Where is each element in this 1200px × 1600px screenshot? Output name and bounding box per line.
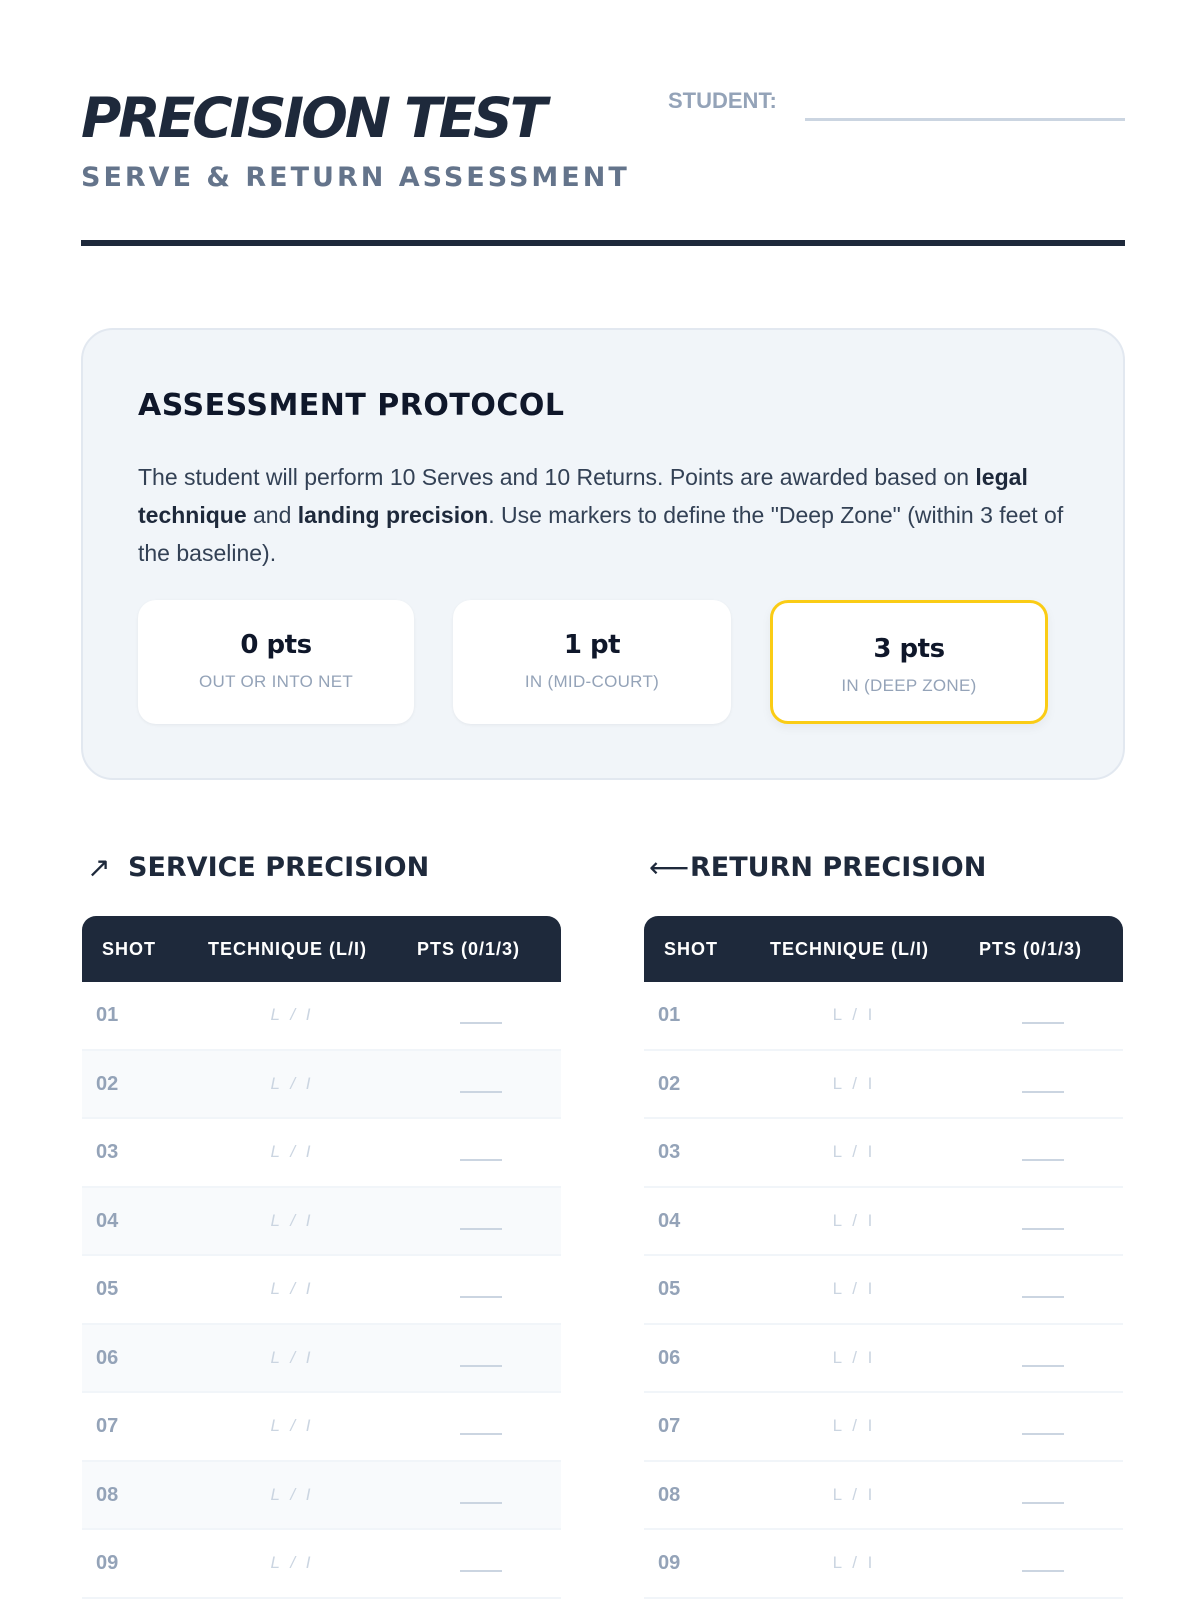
page-header (81, 80, 1125, 193)
arrow-up-right-icon: ↗ (87, 851, 111, 884)
table-header (82, 916, 561, 982)
technique-field[interactable]: L / I (832, 1073, 876, 1093)
score-card-one (453, 600, 731, 724)
shot-number: 06 (96, 1346, 119, 1369)
table-row (82, 1051, 561, 1120)
points-field[interactable] (1022, 1228, 1064, 1230)
protocol-title: ASSESSMENT PROTOCOL (138, 388, 565, 423)
shot-number: 02 (96, 1072, 119, 1095)
score-description: IN (MID-COURT) (524, 672, 660, 691)
points-field[interactable] (1022, 1365, 1064, 1367)
table-row (82, 1393, 561, 1462)
points-field[interactable] (1022, 1502, 1064, 1504)
shot-number: 06 (658, 1346, 681, 1369)
student-name-field[interactable] (805, 118, 1125, 121)
column-shot: SHOT (102, 939, 157, 959)
assessment-protocol-panel (81, 328, 1125, 780)
shot-number: 03 (96, 1141, 119, 1163)
score-points: 0 pts (240, 630, 312, 660)
points-field[interactable] (460, 1502, 502, 1504)
protocol-bold-technique: legal technique (138, 464, 1028, 528)
score-card-zero (138, 600, 414, 724)
table-row (644, 1188, 1123, 1257)
points-field[interactable] (1022, 1570, 1064, 1572)
service-table (82, 916, 561, 1599)
table-row (82, 1188, 561, 1257)
technique-field[interactable]: L / I (270, 1347, 314, 1367)
table-row (82, 1462, 561, 1531)
return-table (644, 916, 1123, 1599)
technique-field[interactable]: L / I (832, 1484, 876, 1504)
page-title: PRECISION TEST (81, 86, 545, 150)
points-field[interactable] (460, 1022, 502, 1024)
table-row (644, 1325, 1123, 1394)
score-description: OUT OR INTO NET (198, 672, 354, 691)
table-row (644, 1256, 1123, 1325)
score-points: 3 pts (873, 634, 945, 664)
table-row (644, 1462, 1123, 1531)
shot-number: 08 (96, 1483, 119, 1506)
table-row (644, 982, 1123, 1051)
technique-field[interactable]: L / I (832, 1347, 876, 1367)
shot-number: 09 (658, 1552, 681, 1574)
shot-number: 01 (96, 1004, 119, 1026)
table-row (82, 1256, 561, 1325)
technique-field[interactable]: L / I (832, 1553, 876, 1572)
return-section-title: RETURN PRECISION (690, 852, 987, 883)
column-points: PTS (0/1/3) (417, 939, 521, 959)
shot-number: 09 (96, 1552, 119, 1574)
score-card-three (770, 600, 1048, 724)
points-field[interactable] (460, 1570, 502, 1572)
technique-field[interactable]: L / I (270, 1073, 314, 1093)
column-technique: TECHNIQUE (L/I) (208, 939, 367, 959)
protocol-text-1: The student will perform 10 Serves and 10 Returns. Points are awarded based on (138, 464, 976, 490)
shot-number: 05 (96, 1278, 119, 1300)
header-divider (81, 240, 1125, 246)
points-field[interactable] (1022, 1296, 1064, 1298)
table-header (644, 916, 1123, 982)
shot-number: 08 (658, 1483, 681, 1506)
service-rows (82, 982, 561, 1599)
shot-number: 04 (658, 1209, 681, 1232)
points-field[interactable] (460, 1159, 502, 1161)
technique-field[interactable]: L / I (832, 1005, 876, 1024)
technique-field[interactable]: L / I (270, 1553, 314, 1572)
page-subtitle: SERVE & RETURN ASSESSMENT (81, 162, 630, 193)
technique-field[interactable]: L / I (832, 1279, 876, 1298)
technique-field[interactable]: L / I (270, 1484, 314, 1504)
score-points: 1 pt (563, 630, 621, 660)
column-points: PTS (0/1/3) (979, 939, 1083, 959)
points-field[interactable] (1022, 1022, 1064, 1024)
points-field[interactable] (1022, 1091, 1064, 1093)
protocol-description (138, 458, 1068, 572)
technique-field[interactable]: L / I (832, 1142, 876, 1161)
table-row (82, 1325, 561, 1394)
shot-number: 05 (658, 1278, 681, 1300)
table-row (82, 1530, 561, 1599)
technique-field[interactable]: L / I (270, 1142, 314, 1161)
protocol-text-2: and (246, 502, 298, 528)
protocol-text-3: . Use markers to define the "Deep Zone" (within 3 feet of the baseline). (138, 502, 1064, 566)
table-row (644, 1530, 1123, 1599)
points-field[interactable] (1022, 1433, 1064, 1435)
points-field[interactable] (1022, 1159, 1064, 1161)
technique-field[interactable]: L / I (270, 1279, 314, 1298)
points-field[interactable] (460, 1296, 502, 1298)
protocol-bold-precision: landing precision (297, 502, 489, 528)
return-rows (644, 982, 1123, 1599)
technique-field[interactable]: L / I (832, 1416, 876, 1435)
shot-number: 07 (658, 1415, 681, 1437)
table-row (82, 982, 561, 1051)
shot-number: 04 (96, 1209, 119, 1232)
technique-field[interactable]: L / I (270, 1210, 314, 1230)
table-row (644, 1051, 1123, 1120)
technique-field[interactable]: L / I (832, 1210, 876, 1230)
column-technique: TECHNIQUE (L/I) (770, 939, 929, 959)
points-field[interactable] (460, 1091, 502, 1093)
arrow-left-icon: ⟵ (649, 851, 690, 884)
column-shot: SHOT (664, 939, 719, 959)
technique-field[interactable]: L / I (270, 1416, 314, 1435)
student-label: STUDENT: (668, 88, 777, 113)
score-description: IN (DEEP ZONE) (841, 676, 977, 695)
points-field[interactable] (460, 1433, 502, 1435)
shot-number: 07 (96, 1415, 119, 1437)
points-field[interactable] (460, 1365, 502, 1367)
shot-number: 03 (658, 1141, 681, 1163)
table-row (644, 1393, 1123, 1462)
points-field[interactable] (460, 1228, 502, 1230)
technique-field[interactable]: L / I (270, 1005, 314, 1024)
shot-number: 02 (658, 1072, 681, 1095)
table-row (644, 1119, 1123, 1188)
shot-number: 01 (658, 1004, 681, 1026)
service-section-title: SERVICE PRECISION (128, 852, 430, 883)
table-row (82, 1119, 561, 1188)
